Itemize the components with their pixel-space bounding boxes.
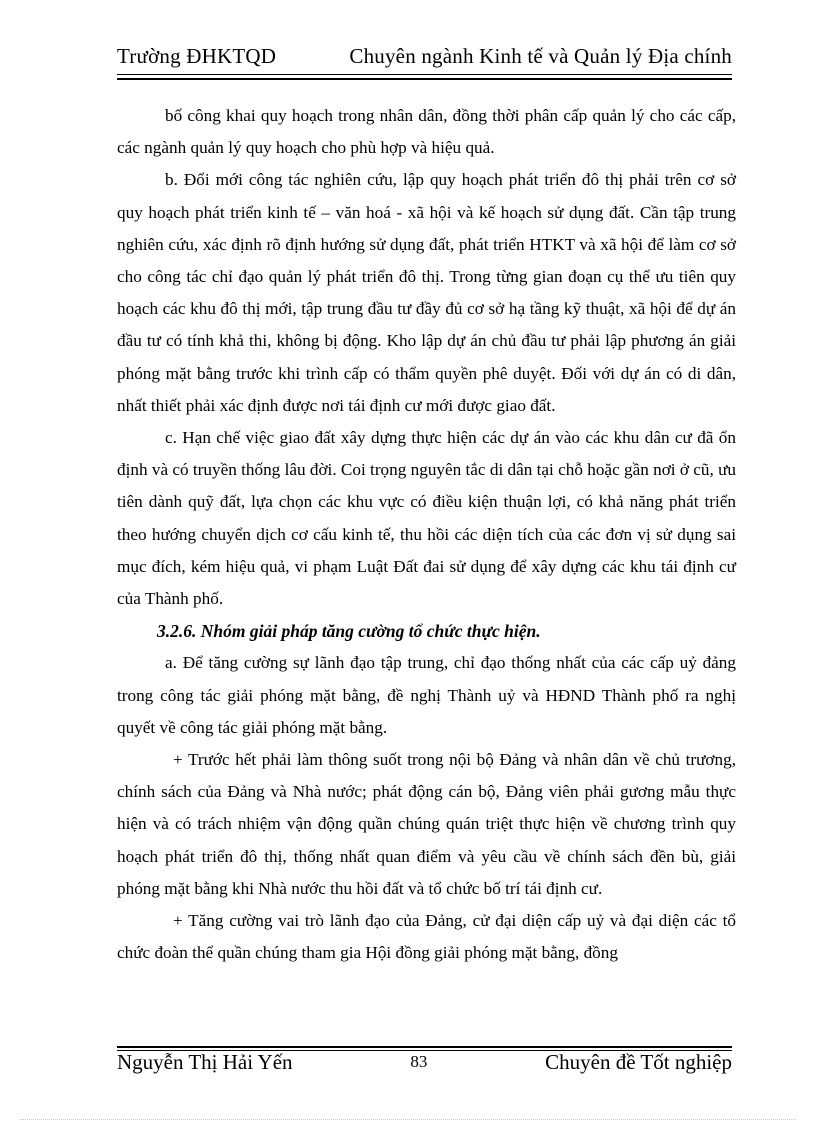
paragraph-continuation: bố công khai quy hoạch trong nhân dân, đồng thời phân cấp quản lý cho các cấp, các ngành quản lý quy hoạch cho phù hợp và hiệu quả. <box>117 106 736 158</box>
paragraph-b: b. Đổi mới công tác nghiên cứu, lập quy hoạch phát triển đô thị phải trên cơ sở quy hoạch phát triển kinh tế – văn hoá - xã hội và kế hoạch sử dụng đất. Cần tập trung nghiên cứu, xác định rõ định hướng sử dụng đất, phát triển HTKT và xã hội để làm cơ sở cho công tác chỉ đạo quản lý phát triển đô thị. Trong từng gian đoạn cụ thể ưu tiên quy hoạch các khu đô thị mới, tập trung đầu tư đầy đủ cơ sở hạ tầng kỹ thuật, xã hội để dự án đầu tư có tính khả thi, không bị động. Kho lập dự án chủ đầu tư phải lập phương án giải phóng mặt bằng trước khi trình cấp có thẩm quyền phê duyệt. Đối với dự án có di dân, nhất thiết phải xác định được nơi tái định cư mới được giao đất. <box>117 170 736 415</box>
footer-author: Nguyễn Thị Hải Yến <box>117 1050 293 1074</box>
page-number: 83 <box>410 1052 428 1071</box>
header-rule-thin <box>117 74 732 75</box>
header-major: Chuyên ngành Kinh tế và Quản lý Địa chính <box>349 44 732 68</box>
header-rule-thick <box>117 78 732 80</box>
document-body <box>117 100 736 969</box>
page-header <box>117 44 732 69</box>
footer-rule-thick <box>117 1046 732 1048</box>
footer-label: Chuyên đề Tốt nghiệp <box>545 1050 732 1074</box>
paragraph-a: a. Để tăng cường sự lãnh đạo tập trung, chỉ đạo thống nhất của các cấp uỷ đảng trong công tác giải phóng mặt bằng, đề nghị Thành uỷ và HĐND Thành phố ra nghị quyết về công tác giải phóng mặt bằng. <box>117 653 736 737</box>
header-university: Trường ĐHKTQD <box>117 44 277 68</box>
section-heading: 3.2.6. Nhóm giải pháp tăng cường tổ chức thực hiện. <box>157 621 541 642</box>
page-footer <box>117 1050 732 1075</box>
paragraph-bullet-2: + Tăng cường vai trò lãnh đạo của Đảng, cử đại diện cấp uỷ và đại diện các tổ chức đoàn thể quần chúng tham gia Hội đồng giải phóng mặt bằng, đồng <box>117 911 736 963</box>
page-bottom-divider <box>20 1119 796 1120</box>
paragraph-bullet-1: + Trước hết phải làm thông suốt trong nội bộ Đảng và nhân dân về chủ trương, chính sách của Đảng và Nhà nước; phát động cán bộ, Đảng viên phải gương mẫu thực hiện và có trách nhiệm vận động quần chúng quán triệt thực hiện về chương trình quy hoạch phát triển đô thị, thống nhất quan điểm và yêu cầu về chính sách đền bù, giải phóng mặt bằng khi Nhà nước thu hồi đất và tổ chức bố trí tái định cư. <box>117 750 736 898</box>
paragraph-c: c. Hạn chế việc giao đất xây dựng thực hiện các dự án vào các khu dân cư đã ổn định và có truyền thống lâu đời. Coi trọng nguyên tắc di dân tại chỗ hoặc gần nơi ở cũ, ưu tiên dành quỹ đất, lựa chọn các khu vực có điều kiện thuận lợi, có khả năng phát triển theo hướng chuyển dịch cơ cấu kinh tế, thu hồi các diện tích của các đơn vị sử dụng sai mục đích, kém hiệu quả, vi phạm Luật Đất đai sử dụng để xây dựng các khu tái định cư của Thành phố. <box>117 428 736 609</box>
